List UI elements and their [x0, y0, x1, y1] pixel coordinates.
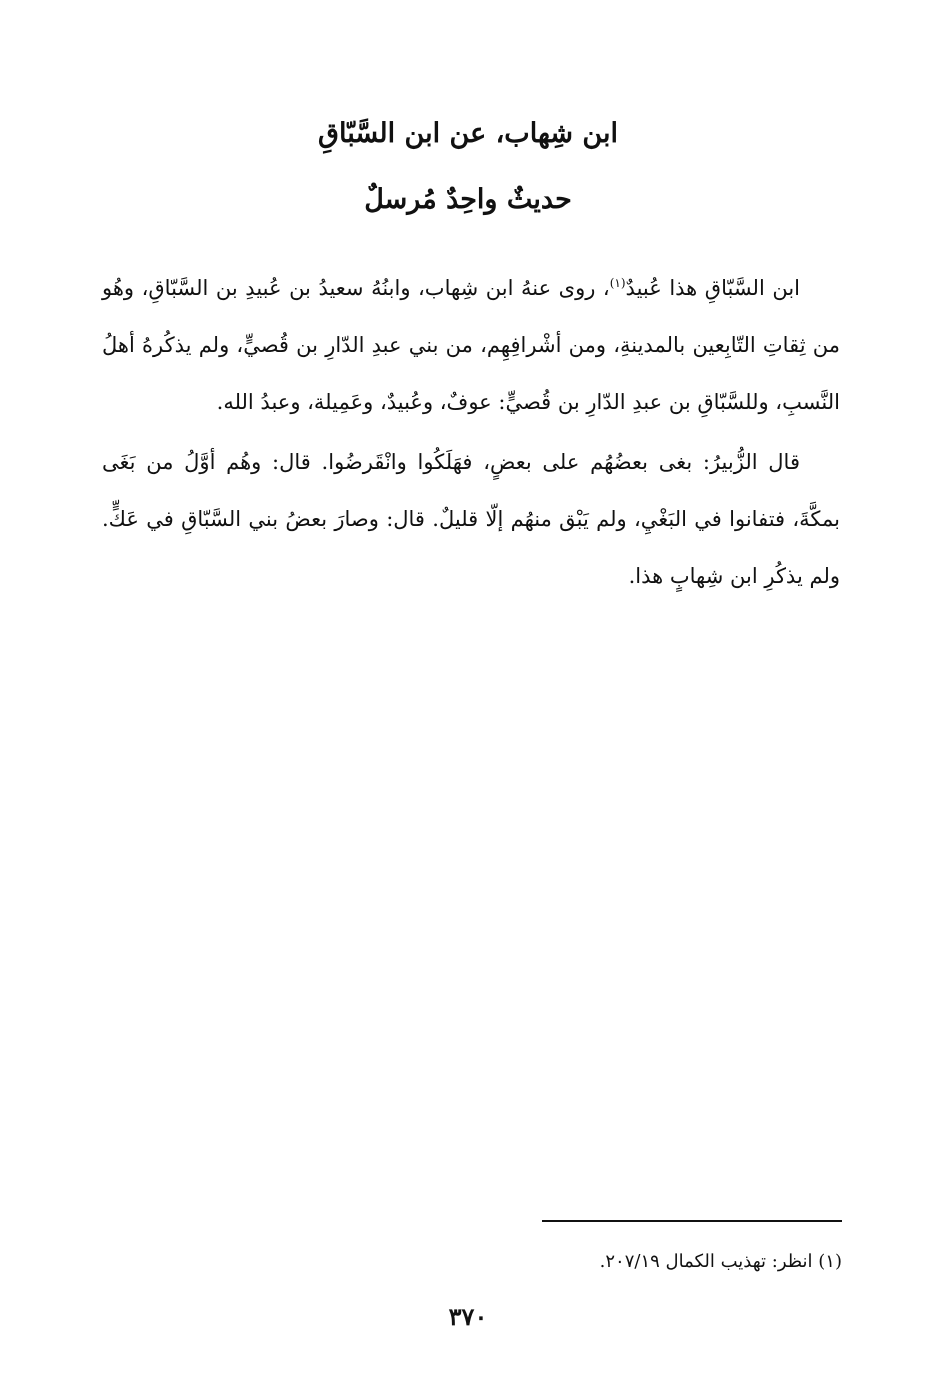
footnote-reference[interactable]: (١): [609, 276, 626, 290]
paragraph-1-rest: ، روى عنهُ ابن شِهاب، وابنُهُ سعيدُ بن عُبيدِ بن السَّبّاقِ، وهُو من ثِقاتِ التّابِعين بالمدينةِ، ومن أشْرافِهِم، من بني عبدِ الدّارِ بن قُصيٍّ، ولم يذكُرهُ أهلُ النَّسبِ، وللسَّبّاقِ بن عبدِ الدّارِ بن قُصيٍّ: عوفٌ، وعُبيدٌ، وعَمِيلة، وعبدُ الله.: [102, 276, 840, 414]
main-text: [102, 260, 840, 605]
paragraph-2: قال الزُّبيرُ: بغى بعضُهُم على بعضٍ، فهَلَكُوا وانْقَرضُوا. قال: وهُم أوَّلُ من بَغَى بمكَّةَ، فتفانوا في البَغْيِ، ولم يَبْق منهُم إلّا قليلٌ. قال: وصارَ بعضُ بني السَّبّاقِ في عَكٍّ. ولم يذكُرِ ابن شِهابٍ هذا.: [102, 450, 840, 588]
chapter-heading: ابن شِهاب، عن ابن السَّبّاقِ: [318, 118, 618, 149]
footnote: (١) انظر: تهذيب الكمال ٢٠٧/١٩.: [599, 1251, 842, 1272]
chapter-subheading: حديثٌ واحِدٌ مُرسلٌ: [364, 184, 572, 215]
paragraph-1-start: ابن السَّبّاقِ هذا عُبيدٌ: [625, 276, 800, 300]
paragraph-1: [102, 260, 840, 431]
footnote-separator: [542, 1220, 842, 1222]
page-number: ٣٧٠: [448, 1302, 488, 1331]
